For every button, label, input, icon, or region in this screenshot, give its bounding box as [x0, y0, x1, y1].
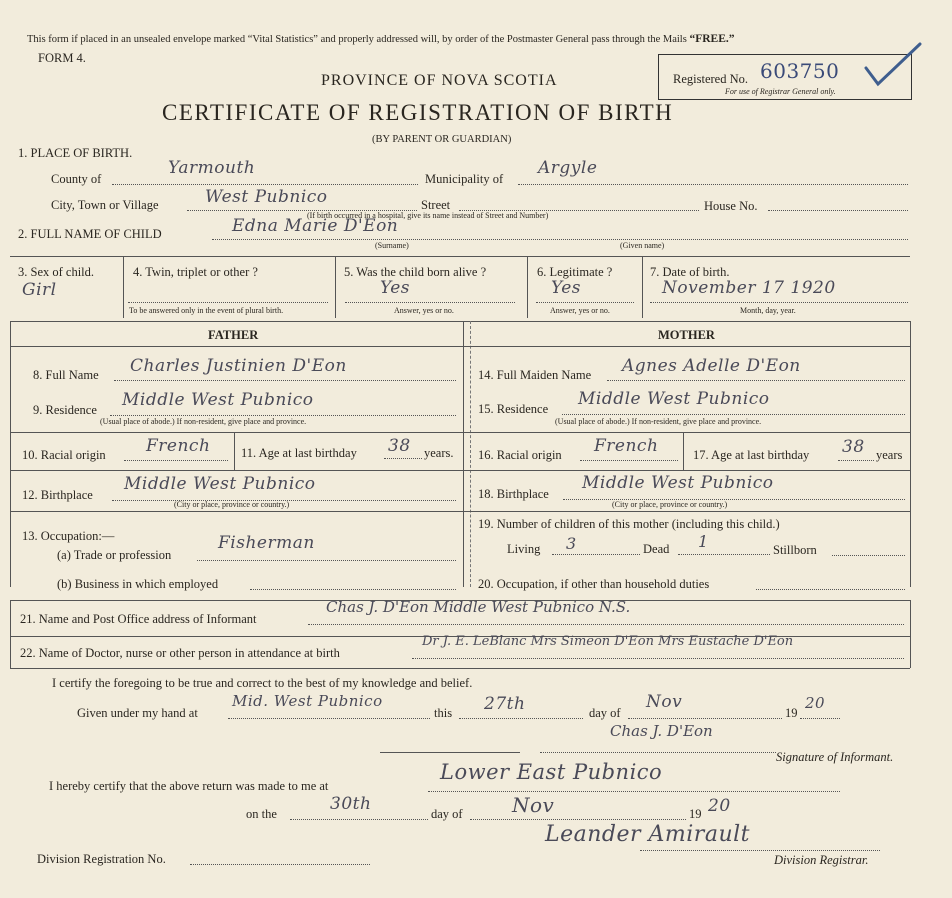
- alive-note: Answer, yes or no.: [394, 306, 454, 315]
- return-day-of-label: day of: [431, 807, 463, 821]
- return-year-prefix: 19: [689, 807, 702, 821]
- father-birthplace-value: Middle West Pubnico: [124, 474, 316, 494]
- return-place-value: Lower East Pubnico: [440, 760, 663, 784]
- mother-years: years: [876, 448, 903, 462]
- informant-value: Chas J. D'Eon Middle West Pubnico N.S.: [326, 598, 631, 616]
- living-value: 3: [566, 534, 577, 553]
- twin-label: 4. Twin, triplet or other ?: [133, 265, 258, 279]
- father-trade-label: (a) Trade or profession: [57, 548, 172, 562]
- mother-racial-value: French: [594, 436, 659, 456]
- alive-label: 5. Was the child born alive ?: [344, 265, 487, 279]
- year-prefix: 19: [785, 706, 798, 720]
- given-label: Given under my hand at: [77, 706, 198, 720]
- father-name-value: Charles Justinien D'Eon: [130, 356, 347, 376]
- mother-racial-label: 16. Racial origin: [478, 448, 562, 462]
- return-year-value: 20: [708, 796, 731, 816]
- division-registration-label: Division Registration No.: [37, 852, 166, 866]
- municipality-value: Argyle: [538, 158, 598, 178]
- given-name-caption: (Given name): [620, 241, 665, 250]
- dead-label: Dead: [643, 542, 670, 556]
- dob-value: November 17 1920: [662, 278, 836, 298]
- father-racial-value: French: [146, 436, 211, 456]
- informant-signature: Chas J. D'Eon: [610, 722, 713, 740]
- mother-age-label: 17. Age at last birthday: [693, 448, 810, 462]
- child-name-label: 2. FULL NAME OF CHILD: [18, 227, 162, 241]
- dead-value: 1: [698, 532, 709, 551]
- city-label: City, Town or Village: [51, 198, 159, 212]
- municipality-label: Municipality of: [425, 172, 504, 186]
- given-year-value: 20: [805, 694, 826, 712]
- father-birthplace-label: 12. Birthplace: [22, 488, 93, 502]
- mother-birthplace-note: (City or place, province or country.): [612, 500, 728, 509]
- hospital-note: (If birth occurred in a hospital, give its name instead of Street and Number): [307, 211, 549, 220]
- day-of-label: day of: [589, 706, 621, 720]
- father-residence-note: (Usual place of abode.) If non-resident, give place and province.: [100, 417, 307, 426]
- alive-value: Yes: [380, 278, 411, 298]
- sex-value: Girl: [22, 280, 57, 300]
- mother-age-value: 38: [842, 437, 865, 457]
- registered-number: 603750: [760, 59, 840, 83]
- registrar-signature: Leander Amirault: [545, 822, 750, 847]
- county-label: County of: [51, 172, 102, 186]
- place-of-birth-heading: 1. PLACE OF BIRTH.: [18, 146, 133, 160]
- check-mark-icon: [858, 40, 928, 90]
- given-place-value: Mid. West Pubnico: [232, 692, 383, 710]
- father-occupation-label: 13. Occupation:—: [22, 529, 115, 543]
- return-month-value: Nov: [512, 793, 555, 817]
- page-subtitle: (BY PARENT OR GUARDIAN): [372, 134, 512, 145]
- children-count-label: 19. Number of children of this mother (including this child.): [478, 517, 780, 531]
- child-name-value: Edna Marie D'Eon: [232, 216, 399, 236]
- mother-birthplace-value: Middle West Pubnico: [582, 473, 774, 493]
- certify-text: I certify the foregoing to be true and correct to the best of my knowledge and belief.: [52, 676, 473, 690]
- mother-name-value: Agnes Adelle D'Eon: [622, 356, 801, 376]
- stillborn-label: Stillborn: [773, 543, 817, 557]
- mother-heading: MOTHER: [658, 328, 715, 342]
- legitimate-label: 6. Legitimate ?: [537, 265, 613, 279]
- father-years: years.: [424, 446, 454, 460]
- dob-label: 7. Date of birth.: [650, 265, 730, 279]
- father-name-label: 8. Full Name: [33, 368, 99, 382]
- registrar-note: For use of Registrar General only.: [725, 87, 836, 96]
- father-trade-value: Fisherman: [218, 533, 315, 553]
- county-value: Yarmouth: [168, 158, 256, 178]
- father-residence-value: Middle West Pubnico: [122, 390, 314, 410]
- dob-note: Month, day, year.: [740, 306, 796, 315]
- hereby-text: I hereby certify that the above return was made to me at: [49, 779, 329, 793]
- mother-occupation-label: 20. Occupation, if other than household duties: [478, 577, 710, 591]
- form-number: FORM 4.: [38, 51, 86, 65]
- postal-notice: [27, 33, 734, 45]
- given-month-value: Nov: [646, 692, 683, 712]
- surname-caption: (Surname): [375, 241, 409, 250]
- legitimate-value: Yes: [551, 278, 582, 298]
- father-racial-label: 10. Racial origin: [22, 448, 106, 462]
- father-age-value: 38: [388, 436, 411, 456]
- on-the-label: on the: [246, 807, 277, 821]
- father-heading: FATHER: [208, 328, 259, 342]
- given-day-value: 27th: [484, 694, 526, 714]
- street-label: Street: [421, 198, 451, 212]
- mother-birthplace-label: 18. Birthplace: [478, 487, 549, 501]
- signature-caption: Signature of Informant.: [776, 750, 894, 764]
- twin-note: To be answered only in the event of plural birth.: [129, 306, 284, 315]
- house-label: House No.: [704, 199, 758, 213]
- sex-label: 3. Sex of child.: [18, 265, 95, 279]
- father-residence-label: 9. Residence: [33, 403, 97, 417]
- informant-label: 21. Name and Post Office address of Informant: [20, 612, 257, 626]
- mother-residence-note: (Usual place of abode.) If non-resident, give place and province.: [555, 417, 762, 426]
- doctor-label: 22. Name of Doctor, nurse or other person in attendance at birth: [20, 646, 340, 660]
- this-label: this: [434, 706, 453, 720]
- father-age-label: 11. Age at last birthday: [241, 446, 357, 460]
- division-registrar-caption: Division Registrar.: [774, 853, 869, 867]
- postal-notice-free: “FREE.”: [689, 33, 735, 45]
- living-label: Living: [507, 542, 541, 556]
- page-title: CERTIFICATE OF REGISTRATION OF BIRTH: [162, 100, 674, 125]
- city-value: West Pubnico: [205, 187, 328, 207]
- father-business-label: (b) Business in which employed: [57, 577, 219, 591]
- province-heading: PROVINCE OF NOVA SCOTIA: [321, 72, 558, 89]
- mother-name-label: 14. Full Maiden Name: [478, 368, 592, 382]
- mother-residence-label: 15. Residence: [478, 402, 549, 416]
- registered-label: Registered No.: [673, 72, 748, 86]
- father-birthplace-note: (City or place, province or country.): [174, 500, 290, 509]
- return-day-value: 30th: [330, 794, 372, 814]
- legitimate-note: Answer, yes or no.: [550, 306, 610, 315]
- mother-residence-value: Middle West Pubnico: [578, 389, 770, 409]
- postal-notice-text: This form if placed in an unsealed envelope marked “Vital Statistics” and properly addressed will, by order of the Postmaster General pass through the Mails: [27, 34, 687, 45]
- doctor-value: Dr J. E. LeBlanc Mrs Simeon D'Eon Mrs Eustache D'Eon: [422, 634, 794, 649]
